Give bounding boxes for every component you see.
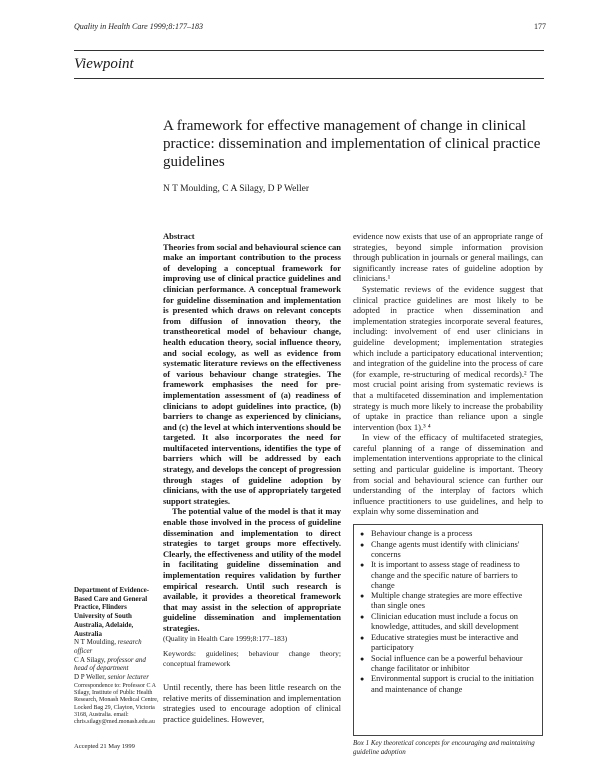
box-1-caption: Box 1 Key theoretical concepts for encouraging and maintaining guideline adoption	[353, 739, 535, 756]
page-number: 177	[534, 22, 546, 31]
accepted-date: Accepted 21 May 1999	[74, 743, 135, 750]
running-head: Quality in Health Care 1999;8:177–183	[74, 22, 204, 31]
box-item: ● Behaviour change is a process	[360, 529, 473, 538]
box-item: ● Educative strategies must be interactive and participatory	[360, 632, 519, 652]
article-title: A framework for effective management of change in clinical practice: dissemination and implementation of clinical practice guidelines	[163, 118, 541, 170]
affiliation-author-1: N T Moulding, research officer	[74, 638, 142, 655]
body-paragraph-2: Systematic reviews of the evidence suggest that clinical practice guidelines are most likely to be adopted in practice when dissemination and implementation strategies incorporate several features, including: involvement of end user clinicians in guideline development; implementation strategies which include a participatory educational intervention; and integration of the guideline into the process of care (for example, re-structuring of medical records).² The most crucial point arising from systematic reviews is that a multifaceted dissemination and implementation strategy is much more likely to increase the probability of uptake in practice than reliance upon a single intervention (box 1).³ ⁴	[353, 283, 543, 432]
box-1-list	[354, 525, 542, 695]
bullet-icon: ●	[360, 675, 365, 684]
box-item: ● Multiple change strategies are more effective than single ones	[360, 591, 523, 611]
abstract-paragraph-2: The potential value of the model is that it may enable those involved in the process of guideline dissemination and implementation to direct strategies to target groups more effectively. Clearly, the effectiveness and utility of the model in facilitating guideline dissemination and implementation requires validation by further empirical research. Until such research is available, it provides a theoretical framework that may assist in the selection of appropriate guideline dissemination and implementation strategies.	[163, 506, 341, 633]
correspondence-address: Correspondence to: Professor C A Silagy, Institute of Public Health Research, Monash Medical Centre, Locked Bag 29, Clayton, Victoria 3168, Australia. email: chris.silagy@med.monash.edu.au	[74, 683, 159, 726]
bullet-icon: ●	[360, 540, 365, 549]
keywords: Keywords: guidelines; behaviour change theory; conceptual framework	[163, 649, 341, 668]
body-paragraph-1: evidence now exists that use of an appropriate range of strategies, beyond simple information provision through publication in journals or general mailings, can significantly increase rates of guideline adoption by clinicians.¹	[353, 231, 543, 284]
box-item: ● Change agents must identify with clinicians' concerns	[360, 539, 520, 559]
bullet-icon: ●	[360, 530, 365, 538]
header-rule	[74, 50, 544, 51]
bullet-icon: ●	[360, 592, 365, 601]
abstract-citation: (Quality in Health Care 1999;8:177–183)	[163, 633, 288, 643]
abstract-heading: Abstract	[163, 231, 195, 241]
box-item: ● Clinician education must include a focus on knowledge, attitudes, and skill development	[360, 612, 519, 632]
left-column	[163, 231, 341, 724]
box-1	[353, 524, 543, 736]
box-item: ● Environmental support is crucial to the initiation and maintenance of change	[360, 674, 534, 694]
author-affiliation	[74, 586, 159, 682]
bullet-icon: ●	[360, 633, 365, 642]
bullet-icon: ●	[360, 654, 365, 663]
abstract-paragraph-1: Theories from social and behavioural science can make an important contribution to the process of developing a conceptual framework for improving use of clinical practice guidelines and clinician performance. A conceptual framework for guideline dissemination and implementation is presented which draws on relevant concepts from diffusion of innovation theory, the transtheoretical model of behaviour change, health education theory, social influence theory, and social ecology, as well as evidence from systematic literature reviews on the effectiveness of various behaviour change strategies. The framework emphasises the need for pre-implementation assessment of (a) readiness of clinicians to adopt guidelines into practice, (b) barriers to change as experienced by clinicians, and (c) the level at which interventions should be targeted. It also incorporates the need for multifaceted interventions, identifies the type of barriers which will be addressed by each strategy, and develops the concept of progression through stages of guideline adoption by clinicians, with the use of appropriately targeted support strategies.	[163, 241, 341, 506]
affiliation-author-2: C A Silagy, professor and head of department	[74, 655, 146, 673]
intro-paragraph: Until recently, there has been little research on the relative merits of dissemination and implementation strategies used to encourage adoption of clinical practice guidelines. However,	[163, 682, 341, 724]
article-authors: N T Moulding, C A Silagy, D P Weller	[163, 184, 310, 194]
box-item: ● It is important to assess stage of readiness to change and the specific nature of barriers to change	[360, 560, 520, 590]
affiliation-department: Department of Evidence-Based Care and General Practice, Flinders University of South Australia, Adelaide, Australia	[74, 586, 150, 638]
right-column	[353, 231, 543, 517]
affiliation-author-3: D P Weller, senior lecturer	[74, 673, 149, 682]
bullet-icon: ●	[360, 613, 365, 622]
bullet-icon: ●	[360, 561, 365, 570]
section-heading: Viewpoint	[74, 56, 134, 72]
section-rule	[74, 78, 544, 79]
body-paragraph-3: In view of the efficacy of multifaceted strategies, careful planning of a range of dissemination and implementation interventions appropriate to the clinical setting and particular guideline is important. Theory from social and behavioural science can further our understanding of the interplay of factors which influence practitioners to use guidelines, and help to explain why some dissemination and	[353, 432, 543, 517]
box-item: ● Social influence can be a powerful behaviour change facilitator or inhibitor	[360, 653, 523, 673]
